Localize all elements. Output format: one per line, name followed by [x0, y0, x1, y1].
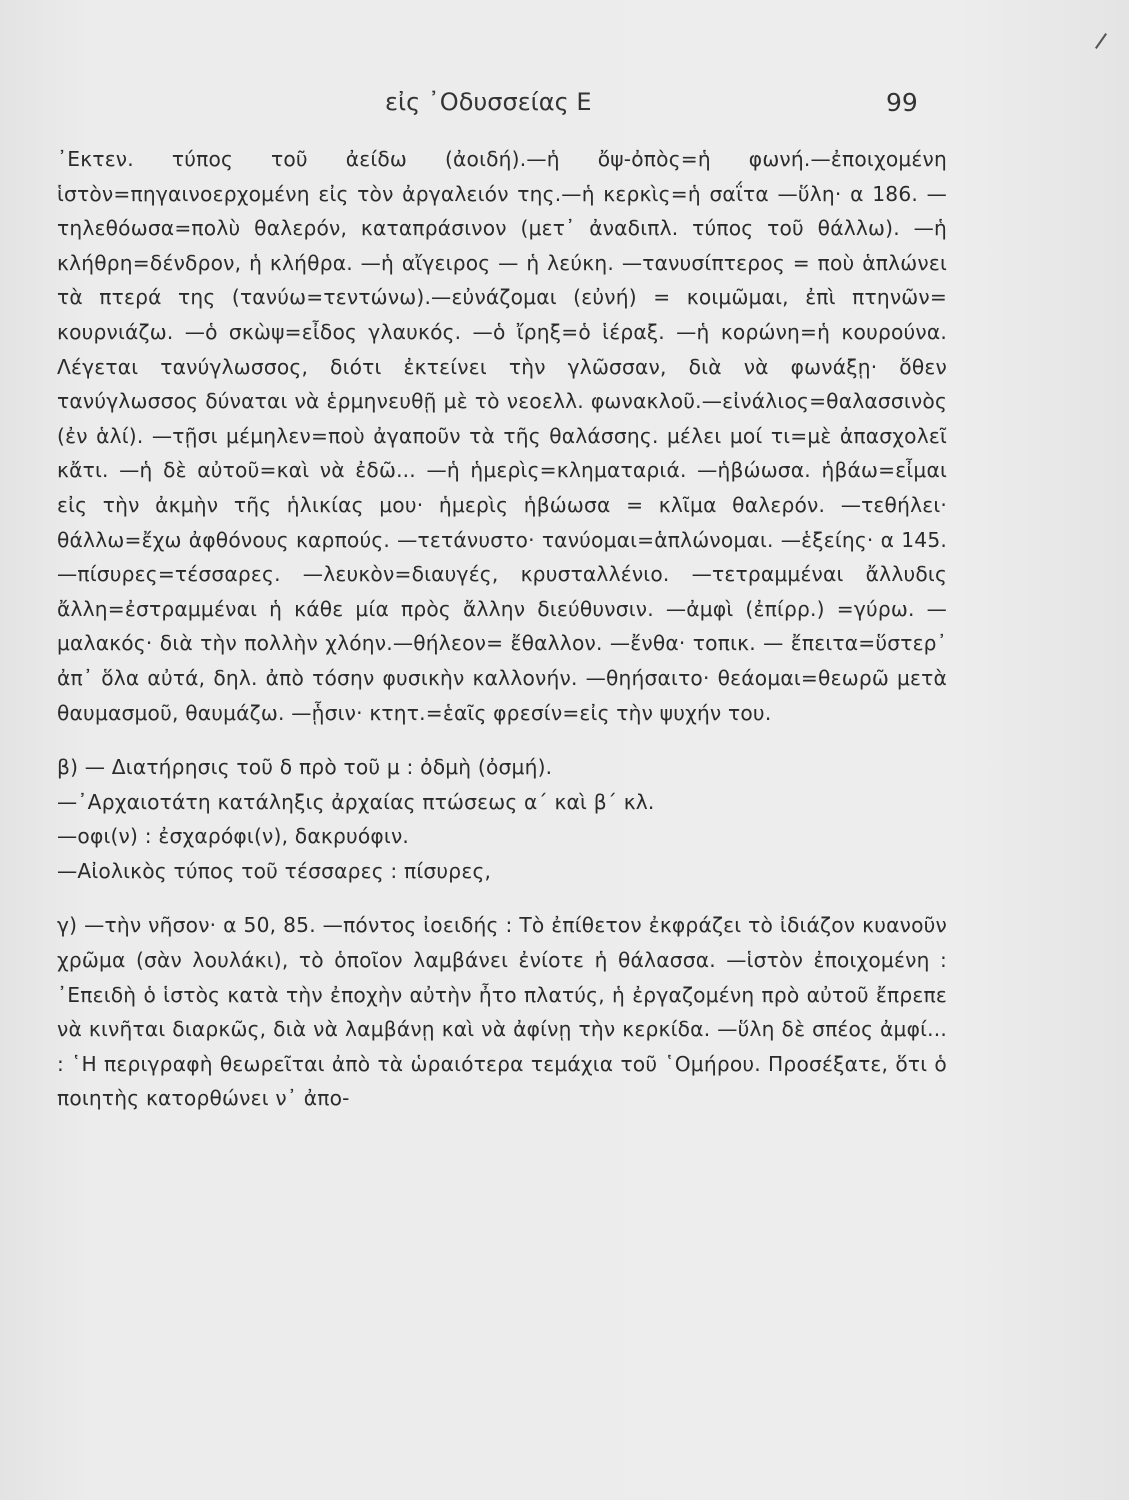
- glossary-paragraph: ᾿Εκτεν. τύπος τοῦ ἀείδω (ἀοιδή).—ἡ ὄψ-ὀπὸς=ἡ φωνή.—ἐποιχομένη ἱστὸν=πηγαινοερχομένη εἰς τὸν ἀργαλειόν της.—ἡ κερκὶς=ἡ σαΐτα —ὕλη· α 186. —τηλεθόωσα=πολὺ θαλερόν, καταπράσινον (μετ᾿ ἀναδιπλ. τύπος τοῦ θάλλω). —ἡ κλήθρη=δένδρον, ἡ κλήθρα. —ἡ αἴγειρος — ἡ λεύκη. —τανυσίπτερος = ποὺ ἁπλώνει τὰ πτερά της (τανύω=τεντώνω).—εὐνάζομαι (εὐνή) = κοιμῶμαι, ἐπὶ πτηνῶν= κουρνιάζω. —ὁ σκὼψ=εἶδος γλαυκός. —ὁ ἴρηξ=ὁ ἱέραξ. —ἡ κορώνη=ἡ κουρούνα. Λέγεται τανύγλωσσος, διότι ἐκτείνει τὴν γλῶσσαν, διὰ νὰ φωνάξῃ· ὅθεν τανύγλωσσος δύναται νὰ ἑρμηνευθῇ μὲ τὸ νεοελλ. φωνακλοῦ.—εἰνάλιος=θαλασσινὸς (ἐν ἁλί). —τῇσι μέμηλεν=ποὺ ἀγαποῦν τὰ τῆς θαλάσσης. μέλει μοί τι=μὲ ἀπασχολεῖ κἄτι. —ἡ δὲ αὐτοῦ=καὶ νὰ ἐδῶ... —ἡ ἡμερὶς=κληματαριά. —ἡβώωσα. ἡβάω=εἶμαι εἰς τὴν ἀκμὴν τῆς ἡλικίας μου· ἡμερὶς ἡβώωσα = κλῖμα θαλερόν. —τεθήλει· θάλλω=ἔχω ἀφθόνους καρπούς. —τετάνυστο· τανύομαι=ἁπλώνομαι. —ἑξείης· α 145. —πίσυρες=τέσσαρες. —λευκὸν=διαυγές, κρυσταλλένιο. —τετραμμέναι ἄλλυδις ἄλλη=ἐστραμμέναι ἡ κάθε μία πρὸς ἄλλην διεύθυνσιν. —ἀμφὶ (ἐπίρρ.) =γύρω. —μαλακός· διὰ τὴν πολλὴν χλόην.—θήλεον= ἔθαλλον. —ἔνθα· τοπικ. — ἔπειτα=ὕστερ᾿ ἀπ᾿ ὅλα αὐτά, δηλ. ἀπὸ τόσην φυσικὴν καλλονήν. —θηήσαιτο· θεάομαι=θεωρῶ μετὰ θαυμασμοῦ, θαυμάζω. —ᾗσιν· κτητ.=ἑαῖς φρεσίν=εἰς τὴν ψυχήν του.: [57, 147, 947, 725]
- section-gamma-paragraph: γ) —τὴν νῆσον· α 50, 85. —πόντος ἰοειδής : Τὸ ἐπίθετον ἐκφράζει τὸ ἰδιάζον κυανοῦν χρῶμα (σὰν λουλάκι), τὸ ὁποῖον λαμβάνει ἐνίοτε ἡ θάλασσα. —ἱστὸν ἐποιχομένη : ᾿Επειδὴ ὁ ἱστὸς κατὰ τὴν ἐποχὴν αὐτὴν ἦτο πλατύς, ἡ ἐργαζομένη πρὸ αὐτοῦ ἔπρεπε νὰ κινῆται διαρκῶς, διὰ νὰ λαμβάνῃ καὶ νὰ ἀφίνῃ τὴν κερκίδα. —ὕλη δὲ σπέος ἀμφί... : ῾Η περιγραφὴ θεωρεῖται ἀπὸ τὰ ὡραιότερα τεμάχια τοῦ ῾Ομήρου. Προσέξατε, ὅτι ὁ ποιητὴς κατορθώνει ν᾿ ἀπο-: [57, 913, 947, 1111]
- section-beta-line-1: β) — Διατήρησις τοῦ δ πρὸ τοῦ μ : ὀδμὴ (ὀσμή).: [57, 755, 553, 780]
- running-header: [0, 88, 1129, 122]
- header-title: εἰς ᾿Οδυσσείας Ε: [385, 88, 592, 116]
- pencil-mark: [1095, 33, 1107, 49]
- section-beta-line-3: —οφι(ν) : ἐσχαρόφι(ν), δακρυόφιν.: [57, 824, 410, 849]
- section-beta-line-4: —Αἰολικὸς τύπος τοῦ τέσσαρες : πίσυρες,: [57, 858, 492, 883]
- page-text: [57, 142, 947, 1116]
- section-beta-line-2: —᾿Αρχαιοτάτη κατάληξις ἀρχαίας πτώσεως α΄ καὶ β΄ κλ.: [57, 789, 655, 814]
- page-number: 99: [886, 88, 918, 117]
